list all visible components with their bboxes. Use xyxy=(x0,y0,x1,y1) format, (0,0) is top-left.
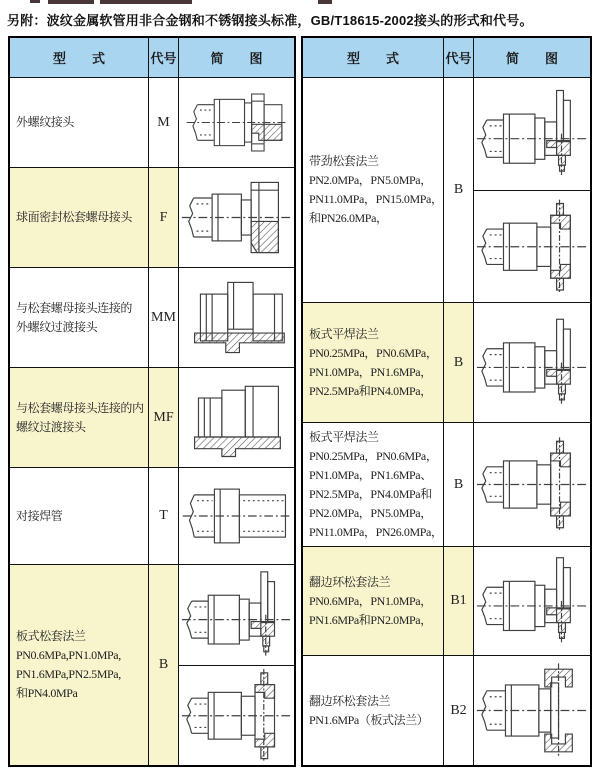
flange-plate-diagram xyxy=(474,78,590,190)
type-text: 翻边环松套法兰 PN0.6MPa，PN1.0MPa， PN1.6MPa和PN2.0MPa， xyxy=(309,574,432,627)
flange-loose-ring-diagram xyxy=(474,191,590,303)
header-diagram: 简 图 xyxy=(473,38,590,77)
clipped-text-fragment xyxy=(0,0,600,5)
diagram-pane xyxy=(179,565,294,665)
diagram-pane xyxy=(474,190,590,303)
type-text: 对接焊管 xyxy=(16,508,63,523)
butt-weld-pipe-diagram xyxy=(179,468,294,564)
code-cell: F xyxy=(148,168,178,267)
diagram-pane xyxy=(474,303,590,422)
flange-loose-ring-diagram xyxy=(474,423,590,546)
nipple-male-diagram xyxy=(179,268,294,367)
table-row xyxy=(10,564,294,765)
table-row xyxy=(10,267,294,367)
diagram-pane xyxy=(179,78,294,167)
flange-clamp-ring-diagram xyxy=(474,656,590,765)
type-cell xyxy=(10,78,148,167)
table-row xyxy=(10,367,294,467)
type-cell xyxy=(10,565,148,765)
diagram-cell xyxy=(178,565,294,765)
page-title: 另附：波纹金属软管用非合金钢和不锈钢接头标准，GB/T18615-2002接头的形式和代号。 xyxy=(7,13,533,28)
type-text: 外螺纹接头 xyxy=(16,115,75,129)
table-row xyxy=(303,422,590,546)
table-row xyxy=(10,167,294,267)
header-code: 代号 xyxy=(443,38,473,77)
table-row xyxy=(303,546,590,655)
header-type: 型 式 xyxy=(303,38,443,77)
diagram-cell xyxy=(473,78,590,302)
code-cell: B xyxy=(443,303,473,422)
diagram-cell xyxy=(178,168,294,267)
table-row xyxy=(10,78,294,167)
table-row xyxy=(303,655,590,765)
type-cell xyxy=(10,468,148,564)
flange-loose-ring-diagram xyxy=(179,666,294,766)
diagram-pane xyxy=(474,78,590,190)
type-text: 板式平焊法兰 PN0.25MPa，PN0.6MPa， PN1.0MPa，PN1.6MPa， PN2.5MPa和PN4.0MPa， xyxy=(309,326,438,398)
type-text: 与松套螺母接头连接的 外螺纹过渡接头 xyxy=(16,300,133,334)
type-text: 带劲松套法兰 PN2.0MPa，PN5.0MPa， PN11.0MPa，PN15.0MPa， 和PN26.0MPa， xyxy=(309,154,443,225)
code-cell: B2 xyxy=(443,656,473,765)
joint-tables xyxy=(8,36,592,767)
type-cell xyxy=(303,303,443,422)
code-cell: B xyxy=(443,423,473,546)
type-cell xyxy=(10,268,148,367)
table-row xyxy=(303,78,590,302)
nipple-female-diagram xyxy=(179,368,294,467)
code-cell: B1 xyxy=(443,547,473,655)
code-cell: MF xyxy=(148,368,178,467)
hose-union-nut-diagram xyxy=(179,168,294,267)
table-header-row xyxy=(10,38,294,78)
flange-plate-diagram xyxy=(474,547,590,655)
diagram-pane xyxy=(179,468,294,564)
type-cell xyxy=(303,423,443,546)
diagram-cell xyxy=(473,656,590,765)
code-cell: T xyxy=(148,468,178,564)
header-code: 代号 xyxy=(148,38,178,77)
diagram-pane xyxy=(179,168,294,267)
type-text: 板式平焊法兰 PN0.25MPa，PN0.6MPa， PN1.0MPa，PN1.6MPa、 PN2.5MPa，PN4.0MPa和 PN2.0MPa，PN5.0MPa， PN11.0MPa，PN26.0MPa， xyxy=(309,429,443,539)
type-cell xyxy=(10,368,148,467)
diagram-cell xyxy=(473,547,590,655)
diagram-pane xyxy=(474,423,590,546)
diagram-cell xyxy=(178,468,294,564)
diagram-pane xyxy=(474,547,590,655)
diagram-pane xyxy=(179,665,294,766)
diagram-cell xyxy=(178,368,294,467)
table-row xyxy=(10,467,294,564)
diagram-cell xyxy=(473,303,590,422)
type-cell xyxy=(303,656,443,765)
table-row xyxy=(303,302,590,422)
diagram-cell xyxy=(178,78,294,167)
type-cell xyxy=(303,78,443,302)
header-diagram: 简 图 xyxy=(178,38,294,77)
type-text: 板式松套法兰 PN0.6MPa,PN1.0MPa, PN1.6MPa,PN2.5MPa, 和PN4.0MPa xyxy=(16,629,121,700)
code-cell: M xyxy=(148,78,178,167)
hose-male-thread-diagram xyxy=(179,78,294,167)
code-cell: B xyxy=(148,565,178,765)
type-text: 球面密封松套螺母接头 xyxy=(16,210,133,224)
code-cell: B xyxy=(443,78,473,302)
type-text: 翻边环松套法兰 PN1.6MPa（板式法兰） xyxy=(309,693,429,727)
diagram-pane xyxy=(179,368,294,467)
diagram-pane xyxy=(179,268,294,367)
flange-plate-diagram xyxy=(474,303,590,422)
header-type: 型 式 xyxy=(10,38,148,77)
joint-table-right xyxy=(301,36,592,767)
joint-table-left xyxy=(8,36,296,767)
flange-plate-diagram xyxy=(179,565,294,665)
diagram-pane xyxy=(474,656,590,765)
code-cell: MM xyxy=(148,268,178,367)
table-header-row xyxy=(303,38,590,78)
type-cell xyxy=(303,547,443,655)
diagram-cell xyxy=(473,423,590,546)
type-text: 与松套螺母接头连接的内 螺纹过渡接头 xyxy=(16,400,144,434)
type-cell xyxy=(10,168,148,267)
diagram-cell xyxy=(178,268,294,367)
